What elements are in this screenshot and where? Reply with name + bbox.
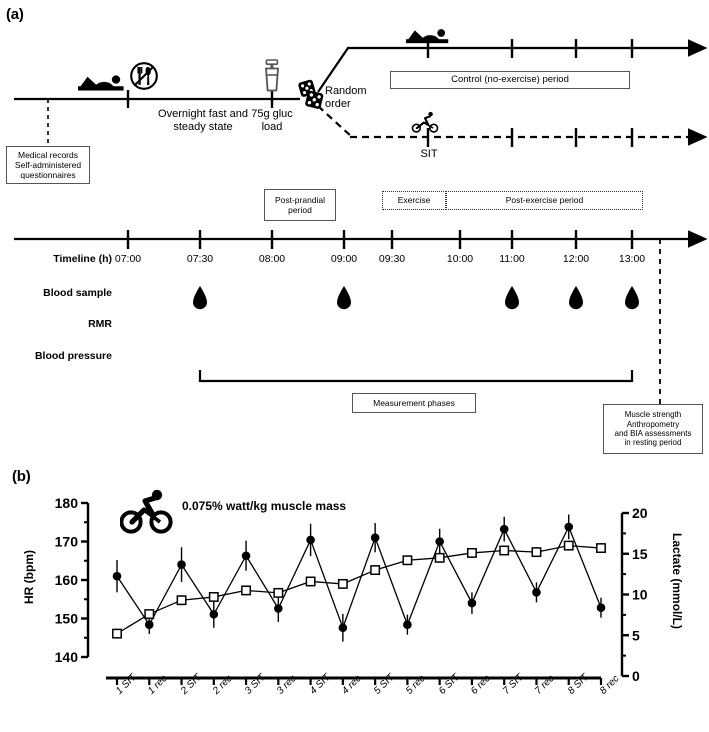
hours-timeline-axis bbox=[14, 230, 690, 249]
data-point bbox=[306, 536, 315, 545]
chart-series bbox=[113, 541, 605, 638]
data-point bbox=[565, 541, 573, 549]
data-point bbox=[371, 566, 379, 574]
glucose-load-label: 75g gluc load bbox=[251, 108, 293, 133]
data-point bbox=[177, 560, 186, 569]
x-tick-label: 6 rec bbox=[468, 673, 493, 697]
timeline-tick-label: 08:00 bbox=[258, 253, 286, 265]
y-axis-left bbox=[55, 495, 88, 665]
data-point bbox=[532, 588, 541, 597]
data-point bbox=[177, 596, 185, 604]
data-point bbox=[597, 544, 605, 552]
x-tick-label: 6 SIT bbox=[436, 672, 462, 697]
timeline-tick-label: 10:00 bbox=[446, 253, 474, 265]
x-tick-label: 1 SIT bbox=[114, 672, 139, 697]
data-point bbox=[210, 610, 219, 619]
data-point bbox=[500, 546, 508, 554]
row-label-timeline: Timeline (h) bbox=[53, 253, 112, 265]
data-point bbox=[371, 533, 380, 542]
timeline-tick-label: 07:30 bbox=[186, 253, 214, 265]
no-food-icon bbox=[131, 63, 157, 89]
timeline-tick-label: 07:00 bbox=[114, 253, 142, 265]
chart-series bbox=[113, 515, 606, 642]
blood-drop-icon bbox=[569, 286, 583, 309]
data-point bbox=[274, 589, 282, 597]
data-point bbox=[113, 572, 122, 581]
sleeping-person-icon-control bbox=[406, 29, 448, 43]
blood-drop-icon bbox=[193, 286, 207, 309]
data-point bbox=[306, 577, 314, 585]
chart-title-annotation: 0.075% watt/kg muscle mass bbox=[182, 499, 347, 513]
medical-records-box: Medical records Self-administered questionnaires bbox=[6, 146, 90, 184]
measurement-phase-bracket bbox=[200, 370, 632, 381]
x-tick-label: 1 rec bbox=[146, 673, 170, 697]
x-tick-label: 4 rec bbox=[339, 673, 364, 697]
y-tick-label-right: 15 bbox=[632, 545, 648, 562]
x-tick-label: 5 rec bbox=[404, 673, 428, 697]
exercise-box: Exercise bbox=[382, 191, 446, 210]
row-label-rmr: RMR bbox=[88, 318, 112, 330]
y-tick-label-left: 170 bbox=[54, 533, 78, 550]
x-tick-label: 2 SIT bbox=[178, 672, 204, 697]
data-point bbox=[403, 556, 411, 564]
data-point bbox=[597, 603, 606, 612]
data-point bbox=[339, 580, 347, 588]
data-point bbox=[468, 549, 476, 557]
data-point bbox=[113, 629, 121, 637]
y-tick-label-right: 0 bbox=[632, 668, 640, 684]
y-tick-label-left: 150 bbox=[54, 610, 78, 627]
timeline-tick-label: 12:00 bbox=[562, 253, 590, 265]
y-axis-title-left: HR (bpm) bbox=[22, 550, 36, 604]
data-point bbox=[564, 523, 573, 532]
timeline-tick-label: 11:00 bbox=[499, 253, 525, 265]
blood-drop-icon bbox=[337, 286, 351, 309]
random-order-label: Random order bbox=[325, 85, 367, 110]
control-period-box: Control (no-exercise) period bbox=[390, 71, 630, 89]
post-prandial-box: Post-prandial period bbox=[264, 189, 336, 221]
sleeping-person-icon bbox=[78, 75, 124, 90]
data-point bbox=[435, 554, 443, 562]
glucose-drink-icon bbox=[266, 60, 278, 91]
x-tick-label: 8 SIT bbox=[565, 672, 591, 697]
panel-b-label: (b) bbox=[12, 468, 31, 485]
resting-assessments-box: Muscle strength Anthropometry and BIA assessments in resting period bbox=[603, 404, 703, 454]
y-tick-label-left: 180 bbox=[54, 495, 78, 511]
row-label-blood-pressure: Blood pressure bbox=[34, 350, 112, 362]
panel-a-label: (a) bbox=[6, 6, 24, 23]
timeline-tick-label: 09:30 bbox=[378, 253, 406, 265]
data-point bbox=[210, 593, 218, 601]
y-axis-right bbox=[622, 505, 648, 684]
x-tick-label: 7 rec bbox=[533, 673, 557, 697]
measurement-phases-box: Measurement phases bbox=[352, 393, 476, 413]
post-exercise-box: Post-exercise period bbox=[446, 191, 643, 210]
dice-random-icon bbox=[298, 79, 324, 109]
data-point bbox=[145, 620, 154, 629]
x-tick-label: 3 SIT bbox=[243, 672, 268, 697]
y-tick-label-right: 5 bbox=[632, 627, 640, 644]
timeline-tick-label: 13:00 bbox=[618, 253, 646, 265]
blood-drop-icon bbox=[505, 286, 519, 309]
y-tick-label-left: 160 bbox=[54, 572, 78, 588]
sit-arm-axis bbox=[318, 106, 690, 147]
x-tick-label: 8 rec bbox=[598, 673, 622, 697]
row-label-blood-sample: Blood sample bbox=[43, 287, 112, 299]
x-tick-label: 7 SIT bbox=[501, 672, 526, 697]
x-tick-label: 3 rec bbox=[275, 673, 299, 697]
y-axis-title-right: Lactate (mmol/L) bbox=[670, 533, 684, 630]
overnight-fast-label: Overnight fast and steady state bbox=[158, 108, 248, 133]
cyclist-icon bbox=[120, 488, 176, 536]
data-point bbox=[145, 610, 153, 618]
data-point bbox=[435, 537, 444, 546]
y-tick-label-left: 140 bbox=[54, 649, 78, 665]
data-point bbox=[242, 551, 251, 560]
data-point bbox=[500, 525, 509, 534]
blood-drop-icon bbox=[625, 286, 639, 309]
y-tick-label-right: 10 bbox=[632, 586, 648, 603]
sit-label: SIT bbox=[420, 148, 438, 160]
data-point bbox=[274, 604, 283, 613]
data-point bbox=[468, 599, 477, 608]
data-point bbox=[242, 586, 250, 594]
x-tick-label: 2 rec bbox=[210, 673, 235, 697]
timeline-tick-label: 09:00 bbox=[330, 253, 358, 265]
x-tick-label: 4 SIT bbox=[307, 672, 333, 697]
data-point bbox=[403, 620, 412, 629]
cyclist-icon-sit bbox=[412, 112, 437, 132]
x-tick-label: 5 SIT bbox=[372, 672, 397, 697]
y-tick-label-right: 20 bbox=[632, 505, 648, 521]
data-point bbox=[532, 548, 540, 556]
data-point bbox=[339, 623, 348, 632]
